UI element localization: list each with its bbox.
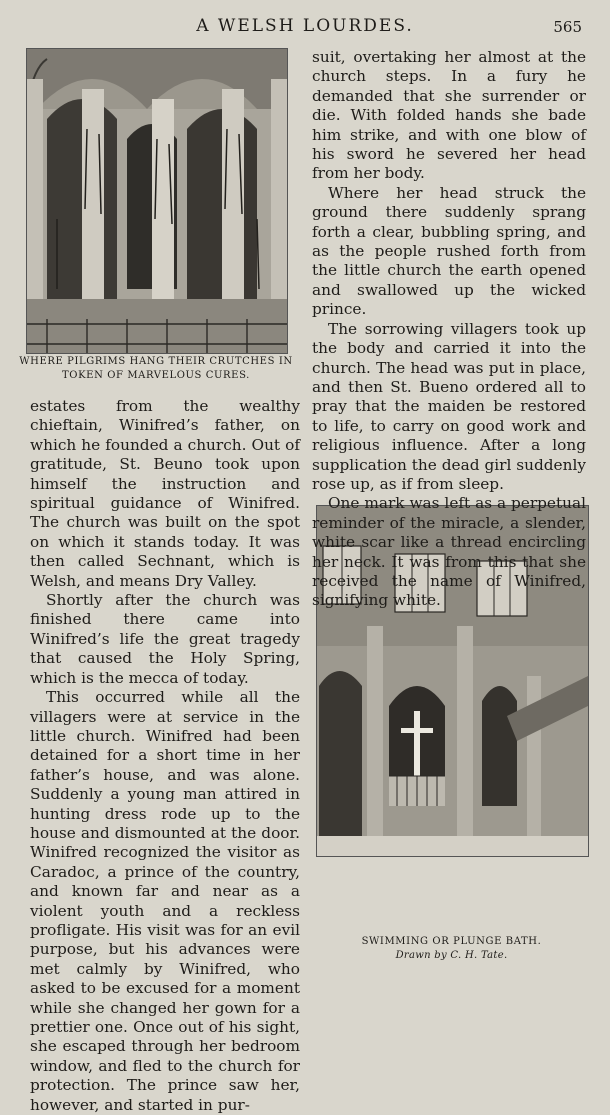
figure-2-caption-title: SWIMMING OR PLUNGE BATH. [361, 936, 542, 947]
paragraph: Shortly after the church was finished there came into Winifred’s life the great tragedy that caused the Holy Spring, which is the mecca of today. [30, 591, 300, 687]
running-header [0, 14, 610, 40]
paragraph: The sorrowing villagers took up the body and carried it into the church. The head was put in place, and then St. Bueno ordered all to pray that the maiden be restored to life, to carry on good work and religious influence. After a long supplication the dead girl suddenly rose up, as if from sleep. [312, 319, 586, 493]
paragraph: estates from the wealthy chieftain, Winifred’s father, on which he founded a church. Out of gratitude, St. Beuno took upon himself the instruction and spiritual guidance of Winifred. The church was built on the spot on which it stands today. It was then called Sechnant, which is Welsh, and means Dry Valley. [30, 397, 300, 590]
figure-2-caption [316, 935, 587, 963]
paragraph: This occurred while all the villagers were at service in the little church. Winifred had been detained for a short time in her father’s house, and was alone. Suddenly a young man attired in hunting dress rode up to the house and dismounted at the door. Winifred recognized the visitor as Caradoc, a prince of the country, and known far and near as a violent youth and a reckless profligate. His visit was for an evil purpose, but his advances were met calmly by Winifred, who asked to be excused for a moment while she changed her gown for a prettier one. Once out of his sight, she escaped through her bedroom window, and fled to the church for protection. The prince saw her, however, and started in pur- [30, 688, 300, 1114]
page-number: 565 [553, 18, 582, 36]
paragraph: One mark was left as a perpetual reminder of the miracle, a slender, white scar like a thread encircling her neck. It was from this that she received the name of Winifred, signifying white. [312, 494, 586, 610]
figure-1-caption-line2: TOKEN OF MARVELOUS CURES. [62, 370, 250, 381]
figure-1-caption [18, 355, 294, 383]
left-text-column [30, 397, 300, 1115]
figure-1-caption-line1: WHERE PILGRIMS HANG THEIR CRUTCHES IN [19, 356, 293, 367]
paragraph: Where her head struck the ground there suddenly sprang forth a clear, bubbling spring, and as the people rushed forth from the little church the earth opened and swallowed up the wicked prince. [312, 183, 586, 319]
crutches-illustration [26, 48, 288, 354]
paragraph: suit, overtaking her almost at the church steps. In a fury he demanded that she surrender or die. With folded hands she bade him strike, and with one blow of his sword he severed her head from her body. [312, 48, 586, 183]
figure-2-credit: Drawn by C. H. Tate. [395, 950, 508, 961]
page-title: A WELSH LOURDES. [196, 16, 414, 36]
right-text-column [312, 48, 586, 611]
